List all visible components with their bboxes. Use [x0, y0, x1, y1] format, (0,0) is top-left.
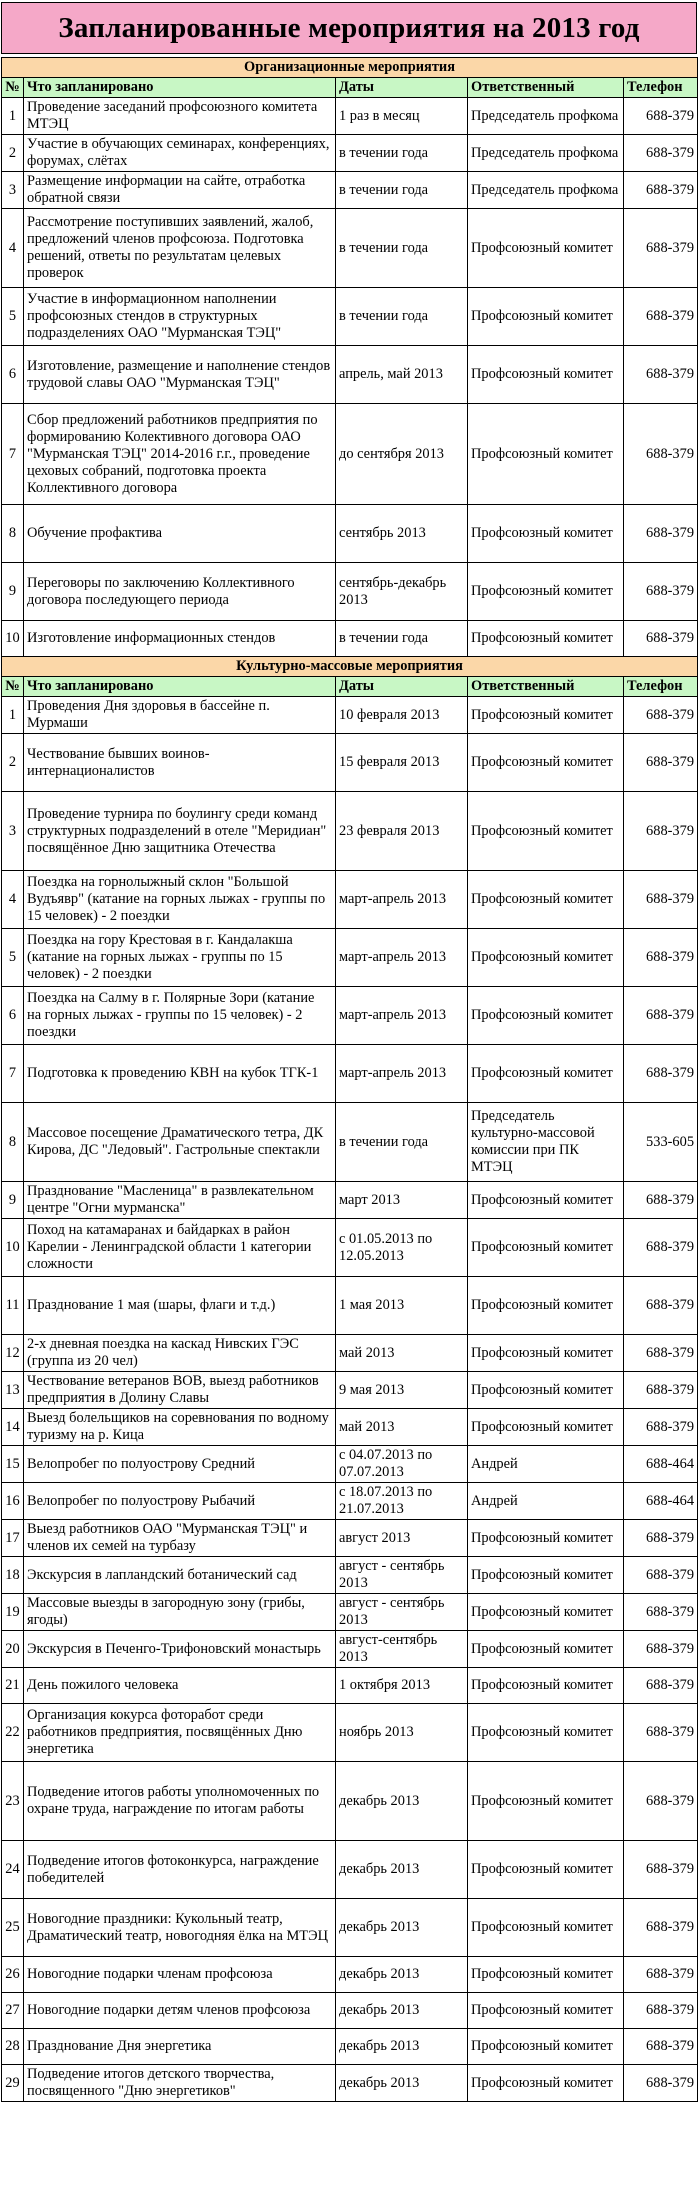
row-event: Экскурсия в Печенго-Трифоновский монастырь	[24, 1631, 336, 1668]
row-phone: 688-379	[624, 563, 698, 621]
row-number: 16	[2, 1483, 24, 1520]
row-number: 18	[2, 1557, 24, 1594]
table-row	[2, 1993, 698, 2029]
table-row	[2, 1841, 698, 1899]
row-dates: 9 мая 2013	[336, 1372, 468, 1409]
row-number: 9	[2, 563, 24, 621]
row-phone: 688-379	[624, 871, 698, 929]
row-dates: в течении года	[336, 172, 468, 209]
row-number: 20	[2, 1631, 24, 1668]
column-header-row	[2, 677, 698, 697]
row-dates: август - сентябрь 2013	[336, 1594, 468, 1631]
row-number: 23	[2, 1762, 24, 1841]
row-responsible: Профсоюзный комитет	[468, 2029, 624, 2065]
col-dates-header: Даты	[336, 78, 468, 98]
section-header	[2, 58, 698, 78]
row-event: Чествование бывших воинов-интернационалистов	[24, 734, 336, 792]
row-dates: декабрь 2013	[336, 1957, 468, 1993]
row-event: Изготовление информационных стендов	[24, 621, 336, 657]
row-responsible: Профсоюзный комитет	[468, 929, 624, 987]
row-number: 5	[2, 929, 24, 987]
table-row	[2, 1762, 698, 1841]
row-responsible: Профсоюзный комитет	[468, 1277, 624, 1335]
row-number: 15	[2, 1446, 24, 1483]
row-responsible: Профсоюзный комитет	[468, 697, 624, 734]
row-dates: декабрь 2013	[336, 1993, 468, 2029]
row-number: 2	[2, 135, 24, 172]
row-responsible: Профсоюзный комитет	[468, 1594, 624, 1631]
row-phone: 688-379	[624, 1372, 698, 1409]
row-responsible: Председатель профкома	[468, 98, 624, 135]
column-header-row	[2, 78, 698, 98]
row-responsible: Профсоюзный комитет	[468, 1409, 624, 1446]
row-responsible: Профсоюзный комитет	[468, 1704, 624, 1762]
row-responsible: Профсоюзный комитет	[468, 734, 624, 792]
table-row	[2, 792, 698, 871]
row-event: Участие в обучающих семинарах, конференциях, форумах, слётах	[24, 135, 336, 172]
row-dates: август-сентябрь 2013	[336, 1631, 468, 1668]
row-number: 26	[2, 1957, 24, 1993]
row-dates: август 2013	[336, 1520, 468, 1557]
row-phone: 688-379	[624, 1631, 698, 1668]
row-event: Празднование 1 мая (шары, флаги и т.д.)	[24, 1277, 336, 1335]
row-number: 10	[2, 621, 24, 657]
table-row	[2, 697, 698, 734]
row-dates: декабрь 2013	[336, 1762, 468, 1841]
table-row	[2, 346, 698, 404]
row-phone: 688-379	[624, 1762, 698, 1841]
section-title: Организационные мероприятия	[2, 58, 698, 78]
row-number: 10	[2, 1219, 24, 1277]
row-dates: в течении года	[336, 209, 468, 288]
row-phone: 688-379	[624, 98, 698, 135]
row-phone: 688-464	[624, 1483, 698, 1520]
row-phone: 688-464	[624, 1446, 698, 1483]
row-dates: март-апрель 2013	[336, 871, 468, 929]
row-dates: май 2013	[336, 1335, 468, 1372]
table-row	[2, 1631, 698, 1668]
row-responsible: Профсоюзный комитет	[468, 209, 624, 288]
row-dates: декабрь 2013	[336, 2065, 468, 2102]
row-phone: 688-379	[624, 1668, 698, 1704]
col-number-header: №	[2, 78, 24, 98]
events-table	[1, 57, 698, 2102]
row-phone: 533-605	[624, 1103, 698, 1182]
row-event: Экскурсия в лапландский ботанический сад	[24, 1557, 336, 1594]
table-row	[2, 929, 698, 987]
row-phone: 688-379	[624, 346, 698, 404]
row-responsible: Профсоюзный комитет	[468, 1668, 624, 1704]
table-row	[2, 172, 698, 209]
row-responsible: Профсоюзный комитет	[468, 404, 624, 505]
row-dates: в течении года	[336, 135, 468, 172]
row-phone: 688-379	[624, 1409, 698, 1446]
col-dates-header: Даты	[336, 677, 468, 697]
row-event: Массовые выезды в загородную зону (грибы, ягоды)	[24, 1594, 336, 1631]
table-row	[2, 987, 698, 1045]
row-event: Переговоры по заключению Коллективного договора последующего периода	[24, 563, 336, 621]
row-responsible: Председатель профкома	[468, 135, 624, 172]
row-phone: 688-379	[624, 505, 698, 563]
row-event: Подведение итогов работы уполномоченных по охране труда, награждение по итогам работы	[24, 1762, 336, 1841]
row-number: 11	[2, 1277, 24, 1335]
row-event: Подведение итогов детского творчества, посвященного "Дню энергетиков"	[24, 2065, 336, 2102]
row-number: 4	[2, 209, 24, 288]
table-row	[2, 1409, 698, 1446]
row-dates: с 04.07.2013 по 07.07.2013	[336, 1446, 468, 1483]
row-number: 7	[2, 404, 24, 505]
row-number: 6	[2, 987, 24, 1045]
row-number: 3	[2, 792, 24, 871]
row-dates: март-апрель 2013	[336, 1045, 468, 1103]
row-event: Новогодние подарки детям членов профсоюза	[24, 1993, 336, 2029]
row-dates: декабрь 2013	[336, 1841, 468, 1899]
row-event: Новогодние подарки членам профсоюза	[24, 1957, 336, 1993]
row-number: 19	[2, 1594, 24, 1631]
table-row	[2, 1483, 698, 1520]
table-row	[2, 288, 698, 346]
row-dates: 1 мая 2013	[336, 1277, 468, 1335]
table-row	[2, 1704, 698, 1762]
row-dates: август - сентябрь 2013	[336, 1557, 468, 1594]
row-responsible: Профсоюзный комитет	[468, 1841, 624, 1899]
col-number-header: №	[2, 677, 24, 697]
row-event: Изготовление, размещение и наполнение стендов трудовой славы ОАО "Мурманская ТЭЦ"	[24, 346, 336, 404]
col-responsible-header: Ответственный	[468, 78, 624, 98]
table-row	[2, 621, 698, 657]
row-responsible: Профсоюзный комитет	[468, 1335, 624, 1372]
table-row	[2, 1372, 698, 1409]
row-event: День пожилого человека	[24, 1668, 336, 1704]
row-responsible: Профсоюзный комитет	[468, 987, 624, 1045]
table-row	[2, 1045, 698, 1103]
table-row	[2, 135, 698, 172]
row-number: 12	[2, 1335, 24, 1372]
row-phone: 688-379	[624, 1335, 698, 1372]
row-responsible: Профсоюзный комитет	[468, 1631, 624, 1668]
row-responsible: Председатель культурно-массовой комиссии при ПК МТЭЦ	[468, 1103, 624, 1182]
row-event: Поездка на горнолыжный склон "Большой Вудъявр" (катание на горных лыжах - группы по 15 человек) - 2 поездки	[24, 871, 336, 929]
row-responsible: Андрей	[468, 1483, 624, 1520]
row-dates: сентябрь-декабрь 2013	[336, 563, 468, 621]
row-phone: 688-379	[624, 288, 698, 346]
row-number: 8	[2, 505, 24, 563]
col-phone-header: Телефон	[624, 677, 698, 697]
row-event: Празднование "Масленица" в развлекательном центре "Огни мурманска"	[24, 1182, 336, 1219]
row-event: Чествование ветеранов ВОВ, выезд работников предприятия в Долину Славы	[24, 1372, 336, 1409]
row-number: 27	[2, 1993, 24, 2029]
row-responsible: Профсоюзный комитет	[468, 1520, 624, 1557]
row-responsible: Профсоюзный комитет	[468, 871, 624, 929]
row-dates: 1 октября 2013	[336, 1668, 468, 1704]
row-event: Организация кокурса фоторабот среди работников предприятия, посвящённых Дню энергетика	[24, 1704, 336, 1762]
row-event: Поездка на гору Крестовая в г. Кандалакша (катание на горных лыжах - группы по 15 человек) - 2 поездки	[24, 929, 336, 987]
row-phone: 688-379	[624, 2065, 698, 2102]
row-event: Обучение профактива	[24, 505, 336, 563]
row-responsible: Председатель профкома	[468, 172, 624, 209]
row-responsible: Профсоюзный комитет	[468, 2065, 624, 2102]
row-event: Велопробег по полуострову Средний	[24, 1446, 336, 1483]
row-event: Проведения Дня здоровья в бассейне п. Мурмаши	[24, 697, 336, 734]
row-dates: декабрь 2013	[336, 2029, 468, 2065]
row-responsible: Профсоюзный комитет	[468, 621, 624, 657]
row-number: 25	[2, 1899, 24, 1957]
row-number: 4	[2, 871, 24, 929]
row-dates: декабрь 2013	[336, 1899, 468, 1957]
row-number: 8	[2, 1103, 24, 1182]
section-header	[2, 657, 698, 677]
row-number: 13	[2, 1372, 24, 1409]
col-phone-header: Телефон	[624, 78, 698, 98]
row-responsible: Профсоюзный комитет	[468, 288, 624, 346]
table-row	[2, 209, 698, 288]
row-event: Новогодние праздники: Кукольный театр, Драматический театр, новогодняя ёлка на МТЭЦ	[24, 1899, 336, 1957]
row-phone: 688-379	[624, 135, 698, 172]
row-number: 28	[2, 2029, 24, 2065]
row-dates: май 2013	[336, 1409, 468, 1446]
row-responsible: Андрей	[468, 1446, 624, 1483]
row-event: Поездка на Салму в г. Полярные Зори (катание на горных лыжах - группы по 15 человек) - 2 поездки	[24, 987, 336, 1045]
row-dates: в течении года	[336, 288, 468, 346]
row-event: Рассмотрение поступивших заявлений, жалоб, предложений членов профсоюза. Подготовка решений, ответы по результатам целевых проверок	[24, 209, 336, 288]
table-row	[2, 563, 698, 621]
row-phone: 688-379	[624, 1277, 698, 1335]
row-number: 7	[2, 1045, 24, 1103]
row-phone: 688-379	[624, 1557, 698, 1594]
row-phone: 688-379	[624, 1045, 698, 1103]
table-row	[2, 404, 698, 505]
row-event: Поход на катамаранах и байдарках в район Карелии - Ленинградской области 1 категории сложности	[24, 1219, 336, 1277]
table-row	[2, 734, 698, 792]
row-responsible: Профсоюзный комитет	[468, 1957, 624, 1993]
row-phone: 688-379	[624, 621, 698, 657]
row-phone: 688-379	[624, 929, 698, 987]
row-number: 21	[2, 1668, 24, 1704]
row-responsible: Профсоюзный комитет	[468, 505, 624, 563]
row-event: Массовое посещение Драматического тетра, ДК Кирова, ДС "Ледовый". Гастрольные спектакли	[24, 1103, 336, 1182]
row-responsible: Профсоюзный комитет	[468, 792, 624, 871]
row-responsible: Профсоюзный комитет	[468, 1762, 624, 1841]
table-row	[2, 1557, 698, 1594]
row-dates: 1 раз в месяц	[336, 98, 468, 135]
row-event: Велопробег по полуострову Рыбачий	[24, 1483, 336, 1520]
table-row	[2, 1668, 698, 1704]
row-responsible: Профсоюзный комитет	[468, 1899, 624, 1957]
table-row	[2, 1899, 698, 1957]
row-phone: 688-379	[624, 697, 698, 734]
page-title: Запланированные мероприятия на 2013 год	[1, 2, 697, 54]
row-number: 3	[2, 172, 24, 209]
row-responsible: Профсоюзный комитет	[468, 563, 624, 621]
row-number: 24	[2, 1841, 24, 1899]
table-row	[2, 1594, 698, 1631]
table-row	[2, 2065, 698, 2102]
row-number: 22	[2, 1704, 24, 1762]
row-dates: март-апрель 2013	[336, 929, 468, 987]
row-phone: 688-379	[624, 1182, 698, 1219]
row-event: 2-х дневная поездка на каскад Нивских ГЭС (группа из 20 чел)	[24, 1335, 336, 1372]
row-dates: сентябрь 2013	[336, 505, 468, 563]
col-responsible-header: Ответственный	[468, 677, 624, 697]
row-dates: март 2013	[336, 1182, 468, 1219]
row-event: Проведение заседаний профсоюзного комитета МТЭЦ	[24, 98, 336, 135]
row-number: 2	[2, 734, 24, 792]
row-dates: ноябрь 2013	[336, 1704, 468, 1762]
row-event: Выезд болельщиков на соревнования по водному туризму на р. Кица	[24, 1409, 336, 1446]
row-number: 9	[2, 1182, 24, 1219]
row-number: 5	[2, 288, 24, 346]
row-dates: до сентября 2013	[336, 404, 468, 505]
row-responsible: Профсоюзный комитет	[468, 1182, 624, 1219]
row-phone: 688-379	[624, 1957, 698, 1993]
table-row	[2, 1103, 698, 1182]
page	[1, 2, 697, 2102]
row-responsible: Профсоюзный комитет	[468, 1993, 624, 2029]
row-phone: 688-379	[624, 1993, 698, 2029]
row-dates: с 01.05.2013 по 12.05.2013	[336, 1219, 468, 1277]
row-number: 1	[2, 697, 24, 734]
row-phone: 688-379	[624, 1899, 698, 1957]
table-row	[2, 871, 698, 929]
table-row	[2, 1219, 698, 1277]
col-what-header: Что запланировано	[24, 78, 336, 98]
row-responsible: Профсоюзный комитет	[468, 1219, 624, 1277]
row-number: 1	[2, 98, 24, 135]
row-phone: 688-379	[624, 734, 698, 792]
row-dates: 10 февраля 2013	[336, 697, 468, 734]
row-dates: с 18.07.2013 по 21.07.2013	[336, 1483, 468, 1520]
row-event: Подведение итогов фотоконкурса, награждение победителей	[24, 1841, 336, 1899]
row-event: Проведение турнира по боулингу среди команд структурных подразделений в отеле "Меридиан" посвящённое Дню защитника Отечества	[24, 792, 336, 871]
row-event: Празднование Дня энергетика	[24, 2029, 336, 2065]
row-event: Выезд работников ОАО "Мурманская ТЭЦ" и членов их семей на турбазу	[24, 1520, 336, 1557]
row-number: 29	[2, 2065, 24, 2102]
row-phone: 688-379	[624, 1594, 698, 1631]
table-row	[2, 2029, 698, 2065]
row-phone: 688-379	[624, 987, 698, 1045]
row-number: 17	[2, 1520, 24, 1557]
table-row	[2, 1957, 698, 1993]
table-row	[2, 1182, 698, 1219]
row-dates: в течении года	[336, 1103, 468, 1182]
row-number: 14	[2, 1409, 24, 1446]
row-responsible: Профсоюзный комитет	[468, 1372, 624, 1409]
row-phone: 688-379	[624, 404, 698, 505]
row-phone: 688-379	[624, 172, 698, 209]
row-event: Подготовка к проведению КВН на кубок ТГК-1	[24, 1045, 336, 1103]
table-row	[2, 1335, 698, 1372]
col-what-header: Что запланировано	[24, 677, 336, 697]
row-dates: 15 февраля 2013	[336, 734, 468, 792]
row-dates: в течении года	[336, 621, 468, 657]
table-row	[2, 1520, 698, 1557]
table-row	[2, 1446, 698, 1483]
table-row	[2, 505, 698, 563]
row-responsible: Профсоюзный комитет	[468, 1045, 624, 1103]
row-dates: март-апрель 2013	[336, 987, 468, 1045]
table-row	[2, 1277, 698, 1335]
row-event: Участие в информационном наполнении профсоюзных стендов в структурных подразделениях ОАО "Мурманская ТЭЦ"	[24, 288, 336, 346]
row-phone: 688-379	[624, 2029, 698, 2065]
row-responsible: Профсоюзный комитет	[468, 1557, 624, 1594]
row-dates: 23 февраля 2013	[336, 792, 468, 871]
row-phone: 688-379	[624, 1219, 698, 1277]
section-title: Культурно-массовые мероприятия	[2, 657, 698, 677]
row-event: Сбор предложений работников предприятия по формированию Колективного договора ОАО "Мурманская ТЭЦ" 2014-2016 г.г., проведение цеховых собраний, подготовка проекта Коллективного договора	[24, 404, 336, 505]
row-phone: 688-379	[624, 209, 698, 288]
row-responsible: Профсоюзный комитет	[468, 346, 624, 404]
row-phone: 688-379	[624, 1841, 698, 1899]
row-phone: 688-379	[624, 792, 698, 871]
row-event: Размещение информации на сайте, отработка обратной связи	[24, 172, 336, 209]
row-phone: 688-379	[624, 1520, 698, 1557]
row-phone: 688-379	[624, 1704, 698, 1762]
table-row	[2, 98, 698, 135]
row-number: 6	[2, 346, 24, 404]
row-dates: апрель, май 2013	[336, 346, 468, 404]
